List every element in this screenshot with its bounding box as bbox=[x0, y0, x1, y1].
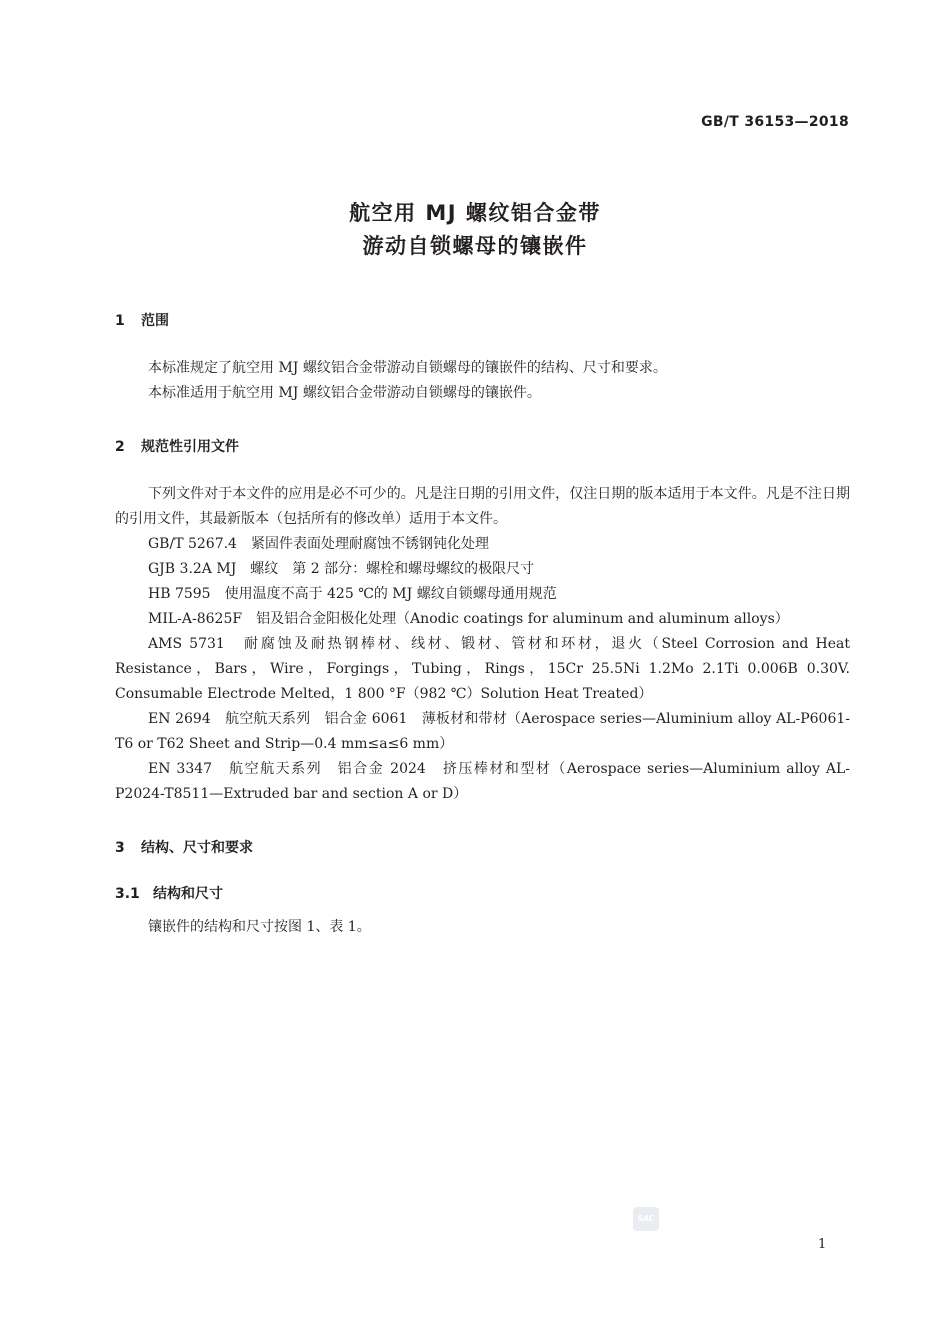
document-title-line-2: 游动自锁螺母的镶嵌件 bbox=[362, 234, 588, 258]
paragraph: 下列文件对于本文件的应用是必不可少的。凡是注日期的引用文件，仅注日期的版本适用于本文件。凡是不注日期的引用文件，其最新版本（包括所有的修改单）适用于本文件。 bbox=[115, 486, 850, 527]
paragraph: 本标准适用于航空用 MJ 螺纹铝合金带游动自锁螺母的镶嵌件。 bbox=[148, 385, 541, 401]
section-title: 结构和尺寸 bbox=[153, 886, 223, 902]
document-title-line-1: 航空用 MJ 螺纹铝合金带 bbox=[349, 201, 601, 225]
reference-item: AMS 5731 耐腐蚀及耐热钢棒材、线材、锻材、管材和环材，退火（Steel Corrosion and Heat Resistance，Bars，Wire，Forgings，Tubing，Rings，15Cr 25.5Ni 1.2Mo 2.1Ti 0.006B 0.30V. Consumable Electrode Melted，1 800 °F（982 ℃）Solution Heat Treated） bbox=[115, 636, 850, 702]
section-title: 范围 bbox=[141, 313, 169, 329]
section-3-1-heading bbox=[115, 883, 223, 903]
reference-item: MIL-A-8625F 铝及铝合金阳极化处理（Anodic coatings for aluminum and aluminum alloys） bbox=[148, 611, 789, 627]
section-1-heading bbox=[115, 310, 169, 330]
reference-item: EN 3347 航空航天系列 铝合金 2024 挤压棒材和型材（Aerospace series—Aluminium alloy AL-P2024-T8511—Extruded bar and section A or D） bbox=[115, 761, 850, 802]
section-number: 3 bbox=[115, 840, 125, 856]
section-2-heading bbox=[115, 436, 239, 456]
section-number: 3.1 bbox=[115, 886, 140, 902]
section-title: 规范性引用文件 bbox=[141, 439, 239, 455]
section-number: 2 bbox=[115, 439, 125, 455]
reference-item: HB 7595 使用温度不高于 425 ℃的 MJ 螺纹自锁螺母通用规范 bbox=[148, 586, 557, 602]
paragraph: 镶嵌件的结构和尺寸按图 1、表 1。 bbox=[148, 919, 371, 935]
reference-item: GJB 3.2A MJ 螺纹 第 2 部分：螺栓和螺母螺纹的极限尺寸 bbox=[148, 561, 535, 577]
reference-item: GB/T 5267.4 紧固件表面处理耐腐蚀不锈钢钝化处理 bbox=[148, 536, 489, 552]
section-3-heading bbox=[115, 837, 253, 857]
paragraph: 本标准规定了航空用 MJ 螺纹铝合金带游动自锁螺母的镶嵌件的结构、尺寸和要求。 bbox=[148, 360, 667, 376]
reference-item: EN 2694 航空航天系列 铝合金 6061 薄板材和带材（Aerospace series—Aluminium alloy AL-P6061-T6 or T62 Sheet and Strip—0.4 mm≤a≤6 mm） bbox=[115, 711, 850, 752]
section-title: 结构、尺寸和要求 bbox=[141, 840, 253, 856]
page-number: 1 bbox=[818, 1237, 827, 1252]
section-number: 1 bbox=[115, 313, 125, 329]
standard-number: GB/T 36153—2018 bbox=[701, 114, 849, 130]
sac-watermark-logo: SAC bbox=[633, 1207, 659, 1231]
